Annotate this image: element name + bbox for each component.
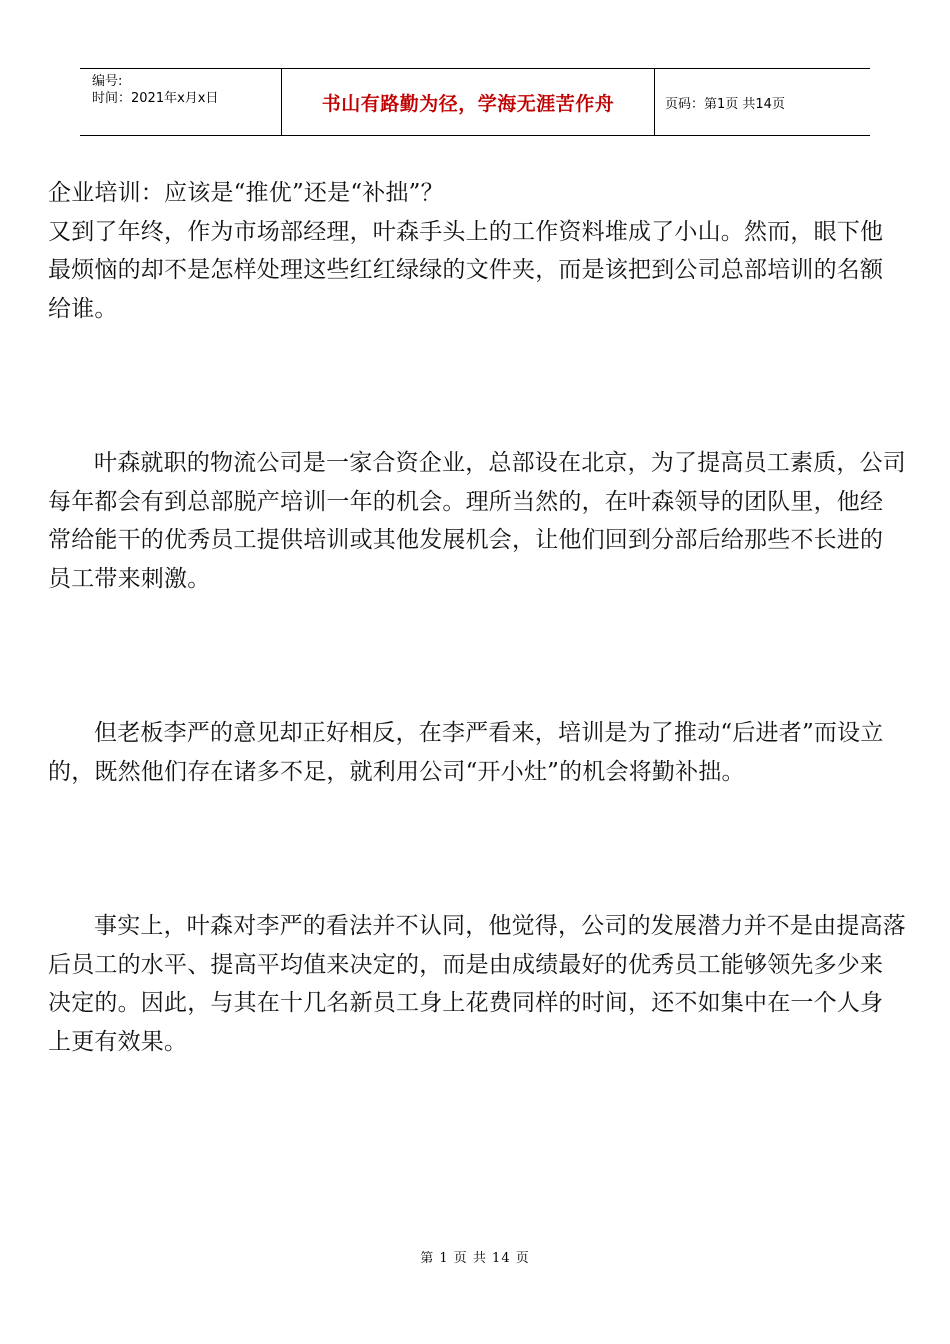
date-label: 时间：2021年x月x日: [92, 91, 219, 106]
article-body: [48, 174, 906, 1061]
paragraph-3: 事实上，叶森对李严的看法并不认同，他觉得，公司的发展潜力并不是由提高落后员工的水平、提高平均值来决定的，而是由成绩最好的优秀员工能够领先多少来决定的。因此，与其在十几名新员工身上花费同样的时间，还不如集中在一个人身上更有效果。: [48, 913, 906, 1055]
paragraph-2: 但老板李严的意见却正好相反，在李严看来，培训是为了推动“后进者”而设立的，既然他们存在诸多不足，就利用公司“开小灶”的机会将勤补拙。: [48, 720, 884, 785]
footer-page-number: 第 1 页 共 14 页: [420, 1251, 530, 1266]
paragraph-1: 叶森就职的物流公司是一家合资企业，总部设在北京，为了提高员工素质，公司每年都会有到总部脱产培训一年的机会。理所当然的，在叶森领导的团队里，他经常给能干的优秀员工提供培训或其他发展机会，让他们回到分部后给那些不长进的员工带来刺激。: [48, 450, 906, 592]
article-title: 企业培训：应该是“推优”还是“补拙”？: [48, 180, 444, 206]
motto-text: 书山有路勤为径，学海无涯苦作舟: [321, 92, 615, 115]
paragraph-gap: [48, 791, 906, 907]
header-page-cell: [655, 69, 870, 135]
page-footer: [0, 1247, 950, 1266]
document-header: [80, 68, 870, 136]
serial-number-label: 编号:: [92, 74, 123, 89]
header-motto-cell: [282, 69, 655, 135]
header-page-info: 页码：第1页 共14页: [665, 96, 785, 112]
article-intro: 又到了年终，作为市场部经理，叶森手头上的工作资料堆成了小山。然而，眼下他最烦恼的却不是怎样处理这些红红绿绿的文件夹，而是该把到公司总部培训的名额给谁。: [48, 218, 884, 322]
paragraph-gap: [48, 598, 906, 714]
header-meta-cell: [80, 69, 282, 135]
paragraph-gap: [48, 328, 906, 444]
